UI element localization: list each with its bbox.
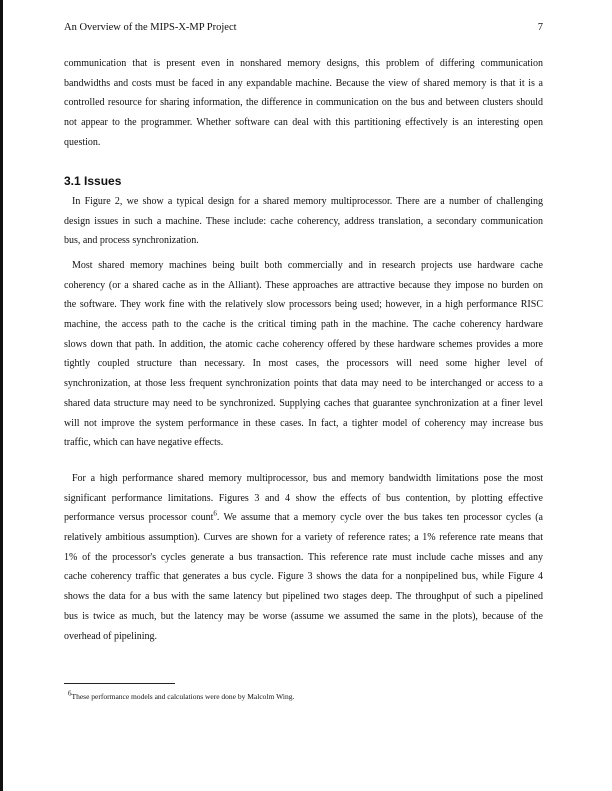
- text-line: will not improve the system performance in these cases. In fact, a tighter model of coherency may increase bus: [64, 417, 543, 429]
- footnote-divider: [64, 683, 175, 684]
- text-line: shared data structure may need to be synchronized. Supplying caches that guarantee synchronization at a finer level: [64, 397, 543, 409]
- text-line: coherency (or a shared cache as in the Alliant). These approaches are attractive because they impose no burden on: [64, 279, 543, 291]
- text-line: not appear to the programmer. Whether software can deal with this partitioning effectively is an interesting open: [64, 117, 543, 129]
- text-line: cache coherency traffic that generates a bus cycle. Figure 3 shows the data for a nonpipelined bus, while Figure 4: [64, 571, 543, 583]
- text-line: significant performance limitations. Figures 3 and 4 show the effects of bus contention, by plotting effective: [64, 492, 543, 504]
- text-line: shows the data for a bus with the same latency but pipelined two stages deep. The throughput of such a pipelined: [64, 591, 543, 603]
- text-line: communication that is present even in nonshared memory designs, this problem of differing communication: [64, 58, 543, 69]
- text-line: bus is twice as much, but the latency may be worse (assume we assumed the same in the plots), because of the: [64, 610, 543, 622]
- section-heading: 3.1 Issues: [64, 174, 122, 188]
- text-line: traffic, which can have negative effects.: [64, 437, 224, 449]
- text-line: question.: [64, 136, 101, 148]
- paragraph-4: [64, 469, 543, 646]
- running-header: [64, 21, 543, 35]
- text-span: . We assume that a memory cycle over the bus takes ten processor cycles (a: [216, 512, 543, 524]
- paragraph-2: [64, 192, 543, 251]
- text-line: In Figure 2, we show a typical design for a shared memory multiprocessor. There are a number of challenging: [72, 196, 543, 207]
- text-line: design issues in such a machine. These include: cache coherency, address translation, a secondary communication: [64, 215, 543, 227]
- page-number: 7: [537, 22, 543, 33]
- footnote-reference[interactable]: 6: [213, 510, 217, 519]
- footnote: [68, 691, 294, 703]
- text-line: the software. They work fine with the relatively slow processors being used; however, in a high performance RISC: [64, 299, 543, 311]
- running-title: An Overview of the MIPS-X-MP Project: [64, 22, 237, 33]
- page-edge-bar: [0, 0, 3, 791]
- text-line: relatively ambitious assumption). Curves are shown for a variety of reference rates; a 1% reference rate means that: [64, 532, 543, 544]
- text-line: bus, and process synchronization.: [64, 235, 199, 247]
- text-line: overhead of pipelining.: [64, 630, 158, 642]
- text-line: [64, 508, 543, 528]
- paragraph-1: [64, 54, 543, 152]
- text-line: machine, the access path to the cache is the critical timing path in the machine. The cache coherency hardware: [64, 319, 543, 331]
- text-line: For a high performance shared memory multiprocessor, bus and memory bandwidth limitations pose the most: [72, 473, 543, 484]
- text-line: bandwidths and costs must be faced in any expandable machine. Because the view of shared memory is that it is a: [64, 77, 543, 89]
- paragraph-3: [64, 256, 543, 453]
- text-line: slows down that path. In addition, the atomic cache coherency offered by these hardware schemes provides a more: [64, 338, 543, 350]
- text-line: 1% of the processor's cycles generate a bus transaction. This reference rate must include cache misses and any: [64, 551, 543, 563]
- footnote-text: These performance models and calculations were done by Malcolm Wing.: [71, 692, 295, 701]
- text-span: performance versus processor count: [64, 512, 214, 524]
- text-line: controlled resource for sharing information, the difference in communication on the bus and between clusters should: [64, 97, 543, 109]
- text-line: tightly coupled structure than necessary. In most cases, the processors will need some higher level of: [64, 358, 543, 370]
- footnote-mark: 6: [68, 689, 72, 698]
- text-line: synchronization, at those less frequent synchronization points that data may need to be interchanged or access to a: [64, 378, 543, 390]
- text-line: Most shared memory machines being built both commercially and in research projects use hardware cache: [72, 260, 543, 271]
